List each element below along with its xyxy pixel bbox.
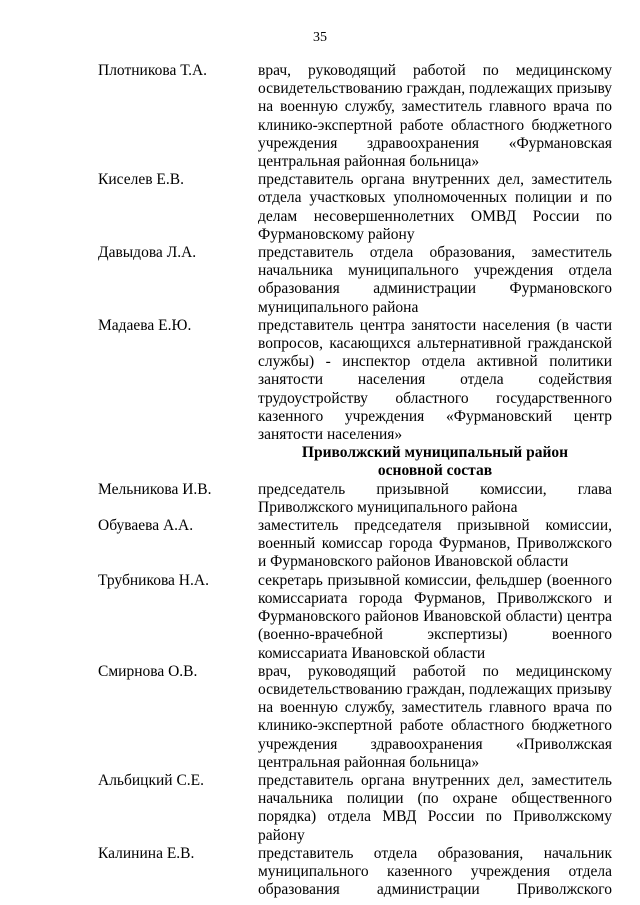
member-name: Мадаева Е.Ю. [98, 316, 192, 334]
member-name: Калинина Е.В. [98, 844, 195, 862]
member-role: врач, руководящий работой по медицинскому освидетельствованию граждан, подлежащих призыву на военную службу, заместитель главного врача по клинико-экспертной работе областного бюджетного учреждения здравоохранения «Фурмановская центральная районная больница» [258, 62, 612, 171]
member-role: заместитель председателя призывной комиссии, военный комиссар города Фурманов, Приволжского и Фурмановского районов Ивановской области [258, 517, 612, 571]
section-title: Приволжский муниципальный район [301, 444, 569, 462]
list-item [98, 317, 612, 444]
member-name: Киселев Е.В. [98, 171, 184, 189]
list-item [98, 845, 612, 900]
member-name: Альбицкий С.Е. [98, 771, 205, 789]
member-role: представитель отдела образования, начальник муниципального казенного учреждения отдела образования администрации Приволжского [258, 844, 612, 899]
section-heading [98, 444, 612, 480]
member-name: Давыдова Л.А. [98, 244, 197, 262]
member-name: Плотникова Т.А. [98, 62, 208, 79]
list-item [98, 772, 612, 845]
member-role: секретарь призывной комиссии, фельдшер (военного комиссариата города Фурманов, Приволжского и Фурмановского районов Ивановской области) центра (военно-врачебной экспертизы) военного комиссариата Ивановской области [258, 571, 612, 662]
list-item [98, 663, 612, 772]
list-item [98, 244, 612, 317]
member-name: Мельникова И.В. [98, 480, 212, 498]
member-name: Обуваева А.А. [98, 517, 194, 535]
member-role: представитель органа внутренних дел, заместитель начальника полиции (по охране общественного порядка) отдела МВД России по Приволжскому району [258, 771, 612, 844]
page-number: 35 [313, 30, 327, 45]
list-item [98, 481, 612, 517]
list-item [98, 171, 612, 244]
list-item [98, 62, 612, 171]
member-role: врач, руководящий работой по медицинскому освидетельствованию граждан, подлежащих призыву на военную службу, заместитель главного врача по клинико-экспертной работе областного бюджетного учреждения здравоохранения «Приволжская центральная районная больница» [258, 662, 612, 771]
member-role: представитель органа внутренних дел, заместитель отдела участковых уполномоченных полиции и по делам несовершеннолетних ОМВД России по Фурмановскому району [258, 171, 612, 243]
member-role: представитель отдела образования, заместитель начальника муниципального учреждения отдела образования администрации Фурмановского муниципального района [258, 244, 612, 316]
member-name: Смирнова О.В. [98, 662, 198, 680]
member-role: председатель призывной комиссии, глава Приволжского муниципального района [258, 480, 612, 516]
member-name: Трубникова Н.А. [98, 571, 209, 589]
list-item [98, 572, 612, 663]
commission-list [98, 62, 612, 899]
section-subtitle: основной состав [377, 462, 493, 480]
list-item [98, 517, 612, 572]
member-role: представитель центра занятости населения (в части вопросов, касающихся альтернативной гражданской службы) - инспектор отдела активной политики занятости населения отдела содействия трудоустройству областного государственного казенного учреждения «Фурмановский центр занятости населения» [258, 316, 612, 444]
